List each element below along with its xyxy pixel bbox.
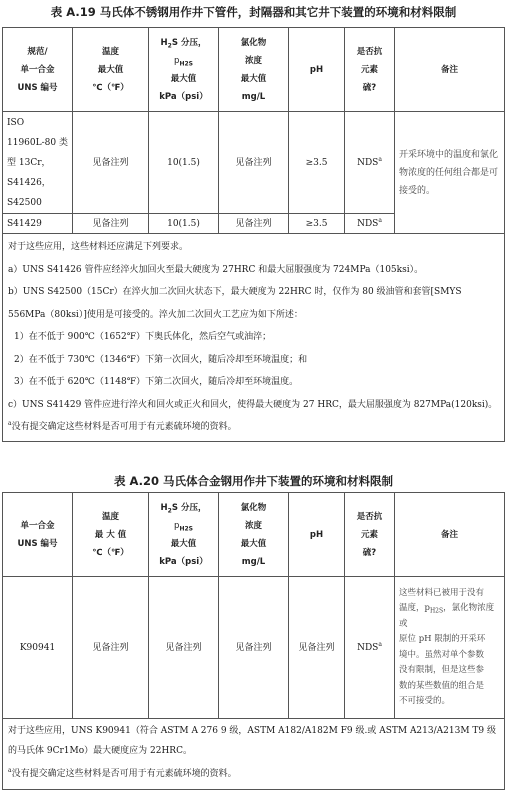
header-sulfur-line: 元素 — [360, 64, 378, 75]
cell-h2s: 见备注列 — [149, 577, 219, 719]
header-chloride-line: 氯化物 — [240, 37, 267, 48]
header-spec-line: 单一合金 — [20, 64, 55, 75]
cell-spec: S41429 — [3, 214, 73, 234]
header-remarks: 备注 — [395, 28, 505, 112]
footnote-mark: a — [8, 767, 12, 774]
spec-line: S41426， — [7, 177, 51, 188]
header-spec-line: UNS 编号 — [17, 82, 58, 93]
header-ph2s-line — [153, 52, 214, 70]
remarks-line — [399, 601, 500, 632]
footnote — [8, 761, 499, 787]
ph2s-sub: H2S — [179, 525, 193, 533]
cell-spec — [3, 112, 73, 214]
header-ph2s-line — [153, 517, 214, 535]
header-h2s-line: 最大值 — [170, 73, 197, 84]
header-remarks: 备注 — [395, 493, 505, 577]
footnote-text: 没有提交确定这些材料是否可用于有元素硫环境的资料。 — [11, 422, 237, 432]
footnote-mark: a — [378, 155, 382, 163]
header-sulfur-line: 元素 — [360, 529, 378, 540]
h2s-rest: S 分压， — [171, 502, 207, 513]
note-paragraph: c）UNS S41429 管件应进行淬火和回火或正火和回火，使得最大硬度为 27 HRC，最大屈服强度为 827MPa(120ksi)。 — [8, 399, 498, 410]
header-temperature — [73, 28, 149, 112]
spec-line: S42500 — [7, 197, 42, 208]
header-sulfur-line: 是否抗 — [356, 511, 383, 522]
header-chloride-line: 最大值 — [240, 73, 267, 84]
header-temp-line: ℃（℉） — [92, 82, 129, 93]
header-spec — [3, 493, 73, 577]
footnote-mark: a — [8, 420, 12, 427]
cell-h2s: 10(1.5) — [149, 112, 219, 214]
table-a20-caption: 表 A.20 马氏体合金钢用作井下装置的环境和材料限制 — [114, 474, 393, 488]
note-step: 3）在不低于 620℃（1148℉）下第二次回火，随后冷却至环境温度。 — [14, 377, 299, 387]
remarks-text: ，氯化物浓度或 — [399, 603, 495, 629]
sulfur-value: NDS — [357, 157, 379, 168]
header-h2s-line — [153, 499, 214, 517]
cell-spec: K90941 — [3, 577, 73, 719]
cell-ph: ≥3.5 — [289, 112, 345, 214]
header-h2s-line: 最大值 — [170, 538, 197, 549]
spec-line: 11960L-80 类 — [7, 137, 68, 148]
header-sulfur-line: 硫? — [362, 547, 377, 558]
h2s-sub: 2 — [167, 42, 172, 50]
remarks-line: 境中。虽然对单个参数 — [399, 649, 485, 660]
remarks-text: 温度，p — [399, 603, 430, 613]
remarks-line: 数的某些数值的组合是 — [399, 680, 485, 691]
header-sulfur — [345, 28, 395, 112]
header-chloride — [219, 28, 289, 112]
table-a20-header-row — [3, 493, 505, 577]
cell-ph: ≥3.5 — [289, 214, 345, 234]
header-spec-line: UNS 编号 — [17, 538, 58, 549]
h2s-h: H — [160, 502, 168, 513]
header-chloride-line: 浓度 — [244, 55, 262, 66]
table-row — [3, 112, 505, 214]
header-sulfur-line: 硫? — [362, 82, 377, 93]
remarks-line: 原位 pH 限制的开采环 — [399, 634, 486, 644]
table-a19-header-row — [3, 28, 505, 112]
header-h2s-line — [153, 34, 214, 52]
header-chloride — [219, 493, 289, 577]
footnote-mark: a — [378, 640, 382, 648]
remarks-line: 不可接受的。 — [399, 696, 451, 706]
remarks-line: 没有限制，但是这些参 — [399, 665, 485, 675]
table-row — [3, 577, 505, 719]
ph2s-sub: H2S — [179, 60, 193, 68]
header-chloride-line: 最大值 — [240, 538, 267, 549]
footnote — [8, 416, 499, 439]
cell-ph: 见备注列 — [289, 577, 345, 719]
header-h2s — [149, 493, 219, 577]
footnote-mark: a — [378, 216, 382, 224]
header-temp-line: 最大值 — [97, 64, 124, 75]
table-a19-caption: 表 A.19 马氏体不锈钢用作井下管件，封隔器和其它井下装置的环境和材料限制 — [50, 5, 457, 19]
cell-sulfur — [345, 577, 395, 719]
header-ph: pH — [289, 493, 345, 577]
cell-h2s: 10(1.5) — [149, 214, 219, 234]
cell-chloride: 见备注列 — [219, 112, 289, 214]
header-temp-line: ℃（℉） — [92, 547, 129, 558]
header-chloride-line: 氯化物 — [240, 502, 267, 513]
spec-line: ISO — [7, 117, 25, 128]
header-temperature — [73, 493, 149, 577]
header-chloride-line: 浓度 — [244, 520, 262, 531]
spec-line: 型 13Cr， — [7, 157, 51, 168]
cell-sulfur — [345, 112, 395, 214]
cell-remarks: 开采环境中的温度和氯化物浓度的任何组合都是可接受的。 — [395, 112, 505, 234]
table-a20-notes — [3, 719, 505, 790]
header-ph: pH — [289, 28, 345, 112]
header-temp-line: 温度 — [101, 46, 119, 57]
header-spec — [3, 28, 73, 112]
header-temp-line: 最 大 值 — [94, 529, 127, 540]
cell-chloride: 见备注列 — [219, 214, 289, 234]
table-a20 — [2, 492, 505, 790]
cell-temperature: 见备注列 — [73, 112, 149, 214]
note-paragraph: b）UNS S42500（15Cr）在淬火加二次回火状态下，最大硬度为 22HRC 时，仅作为 80 级油管和套管[SMYS 556MPa（80ksi）]使用是可接受的。淬火加二次回火工艺应为如下所述： — [8, 287, 462, 320]
header-spec-line: 单一合金 — [20, 520, 55, 531]
h2s-rest: S 分压， — [171, 37, 207, 48]
h2s-sub: 2 — [167, 507, 172, 515]
header-chloride-line: mg/L — [241, 556, 266, 567]
header-h2s-line: kPa（psi） — [159, 91, 208, 102]
sulfur-value: NDS — [357, 642, 379, 653]
ph2s-p: p — [174, 55, 180, 66]
note-paragraph: 对于这些应用，UNS K90941（符合 ASTM A 276 9 级，ASTM A182/A182M F9 级.或 ASTM A213/A213M T9 级的马氏体 9Cr1Mo）最大硬度应为 22HRC。 — [8, 726, 496, 756]
table-a20-notes-row — [3, 719, 505, 790]
note-paragraph: 对于这些应用，这些材料还应满足下列要求。 — [8, 242, 189, 252]
cell-temperature: 见备注列 — [73, 577, 149, 719]
footnote-text: 没有提交确定这些材料是否可用于有元素硫环境的资料。 — [11, 769, 237, 779]
cell-temperature: 见备注列 — [73, 214, 149, 234]
note-step: 1）在不低于 900℃（1652℉）下奥氏体化，然后空气或油淬； — [14, 332, 272, 342]
cell-remarks — [395, 577, 505, 719]
note-step: 2）在不低于 730℃（1346℉）下第一次回火，随后冷却至环境温度；和 — [14, 354, 308, 365]
cell-chloride: 见备注列 — [219, 577, 289, 719]
remarks-sub: H2S — [429, 607, 444, 615]
header-h2s — [149, 28, 219, 112]
table-a19-notes — [3, 234, 505, 442]
header-sulfur — [345, 493, 395, 577]
cell-sulfur — [345, 214, 395, 234]
table-a19-notes-row — [3, 234, 505, 442]
ph2s-p: p — [174, 520, 180, 531]
remarks-line: 这些材料已被用于没有 — [399, 587, 485, 598]
header-sulfur-line: 是否抗 — [356, 46, 383, 57]
header-spec-line: 规范/ — [27, 46, 48, 57]
h2s-h: H — [160, 37, 168, 48]
sulfur-value: NDS — [357, 218, 379, 229]
note-paragraph: a）UNS S41426 管件应经淬火加回火至最大硬度为 27HRC 和最大屈服强度为 724MPa（105ksi）。 — [8, 264, 424, 275]
table-a19 — [2, 27, 505, 442]
header-temp-line: 温度 — [101, 511, 119, 522]
header-h2s-line: kPa（psi） — [159, 556, 208, 567]
header-chloride-line: mg/L — [241, 91, 266, 102]
